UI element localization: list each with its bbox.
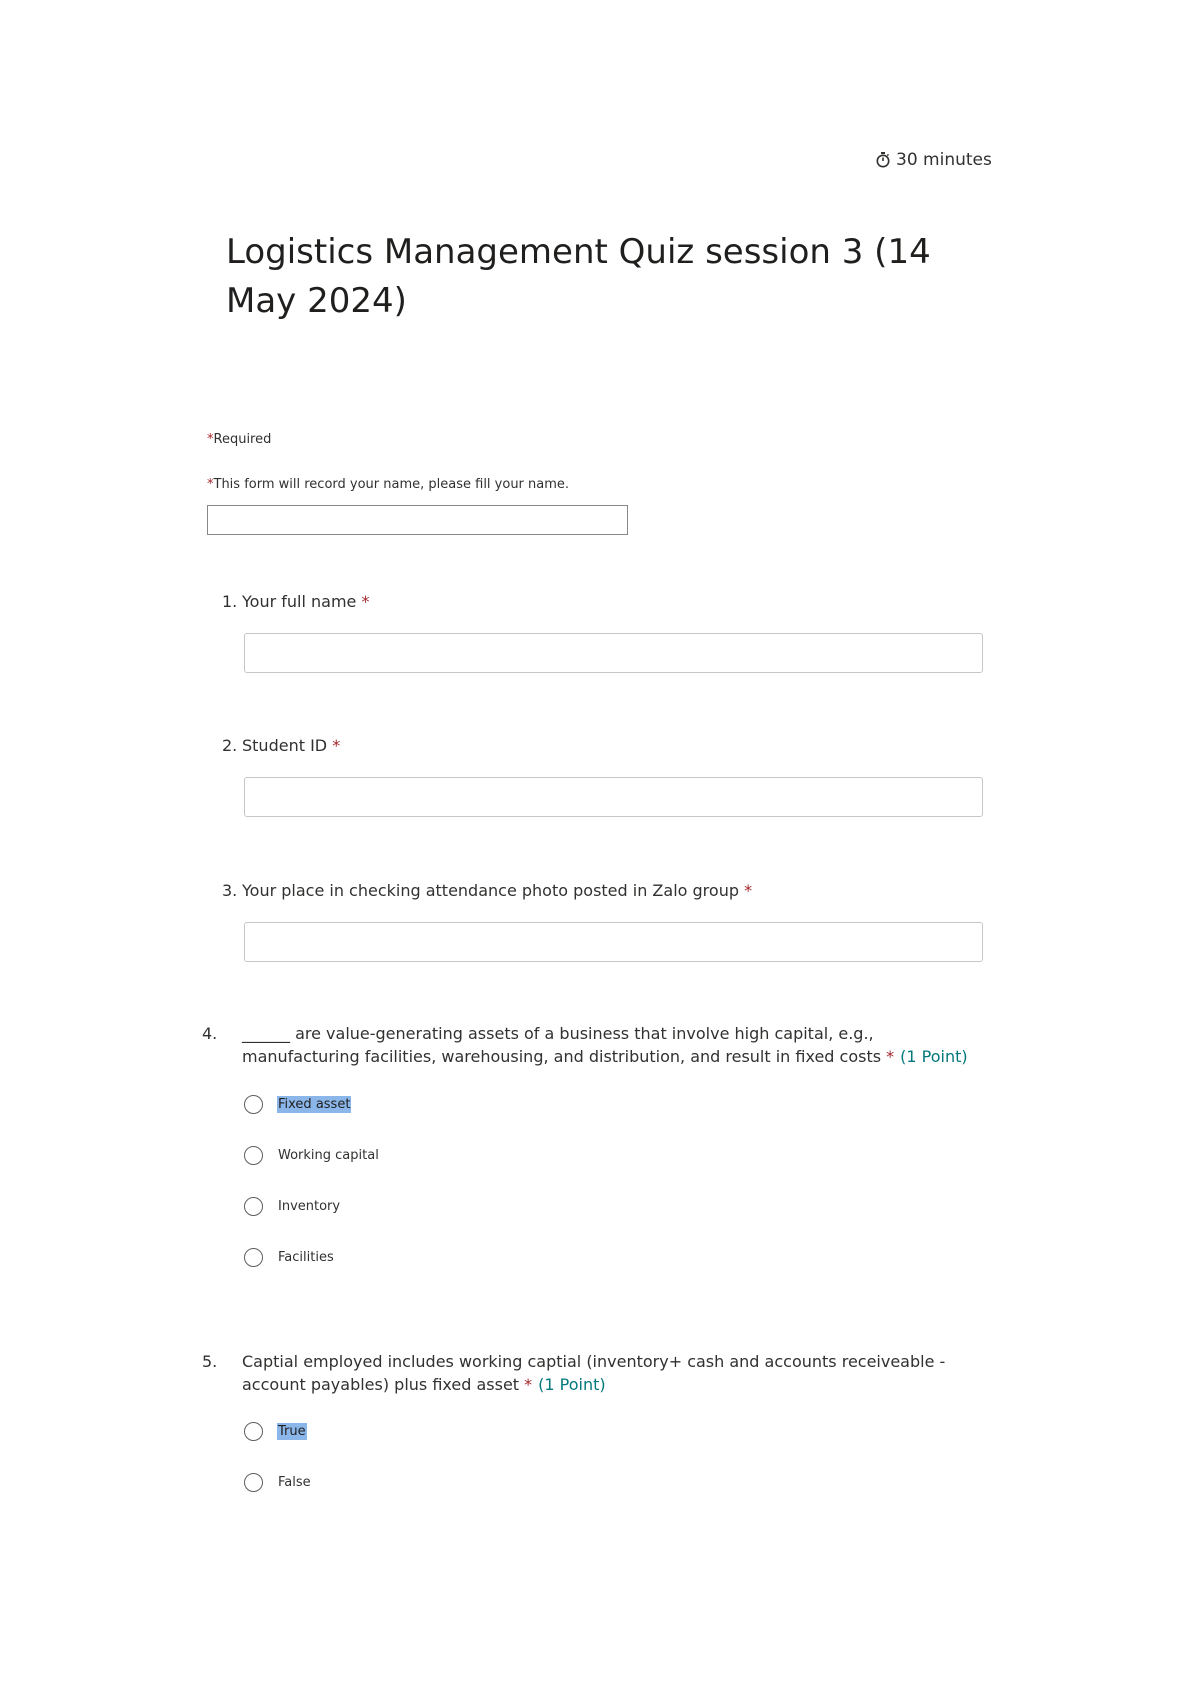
required-star: *	[332, 736, 341, 755]
required-label: Required	[213, 432, 272, 447]
q4-option-facilities[interactable]	[244, 1248, 335, 1267]
option-label: Fixed asset	[278, 1097, 351, 1112]
radio-button[interactable]	[244, 1197, 263, 1216]
timer	[876, 150, 992, 170]
question-number: 2.	[222, 736, 238, 755]
question-text: Your full name	[242, 592, 357, 611]
radio-button[interactable]	[244, 1248, 263, 1267]
q5-option-false[interactable]	[244, 1473, 312, 1492]
question-number: 4.	[202, 1024, 218, 1043]
required-star: *	[207, 432, 214, 447]
student-id-input[interactable]	[244, 777, 983, 817]
option-label: Inventory	[278, 1199, 341, 1214]
question-number: 1.	[222, 592, 238, 611]
question-text: Captial employed includes working captial (inventory+ cash and accounts receiveable - account payables) plus fixed asset	[242, 1352, 946, 1394]
question-text: ______ are value-generating assets of a business that involve high capital, e.g., manufacturing facilities, warehousing, and distribution, and result in fixed costs	[242, 1024, 882, 1066]
radio-button[interactable]	[244, 1473, 263, 1492]
stopwatch-icon	[876, 152, 890, 168]
record-notice-text: This form will record your name, please fill your name.	[213, 477, 570, 492]
radio-button[interactable]	[244, 1146, 263, 1165]
required-star: *	[207, 477, 214, 492]
option-label: True	[278, 1424, 306, 1439]
question-number: 5.	[202, 1352, 218, 1371]
required-note	[207, 432, 271, 447]
radio-button[interactable]	[244, 1422, 263, 1441]
question-3-title	[222, 879, 982, 902]
full-name-input[interactable]	[244, 633, 983, 673]
question-5-title	[202, 1350, 982, 1396]
q4-option-inventory[interactable]	[244, 1197, 341, 1216]
radio-button[interactable]	[244, 1095, 263, 1114]
required-star: *	[361, 592, 370, 611]
timer-text: 30 minutes	[896, 150, 992, 170]
record-name-notice	[207, 477, 569, 492]
question-number: 3.	[222, 881, 238, 900]
required-star: *	[886, 1047, 895, 1066]
q4-option-fixed-asset[interactable]	[244, 1095, 351, 1114]
required-star: *	[524, 1375, 533, 1394]
question-4-title	[202, 1022, 982, 1068]
question-2-title	[222, 734, 982, 757]
option-label: False	[278, 1475, 311, 1490]
q4-option-working-capital[interactable]	[244, 1146, 380, 1165]
question-1-title	[222, 590, 982, 613]
form-title: Logistics Management Quiz session 3 (14 May 2024)	[226, 232, 931, 321]
q5-option-true[interactable]	[244, 1422, 307, 1441]
question-text: Student ID	[242, 736, 328, 755]
attendance-place-input[interactable]	[244, 922, 983, 962]
option-label: Working capital	[278, 1148, 379, 1163]
option-label: Facilities	[278, 1250, 334, 1265]
record-name-input[interactable]	[207, 505, 628, 535]
points-label: (1 Point)	[538, 1375, 606, 1394]
question-text: Your place in checking attendance photo posted in Zalo group	[242, 881, 739, 900]
required-star: *	[744, 881, 753, 900]
points-label: (1 Point)	[900, 1047, 968, 1066]
